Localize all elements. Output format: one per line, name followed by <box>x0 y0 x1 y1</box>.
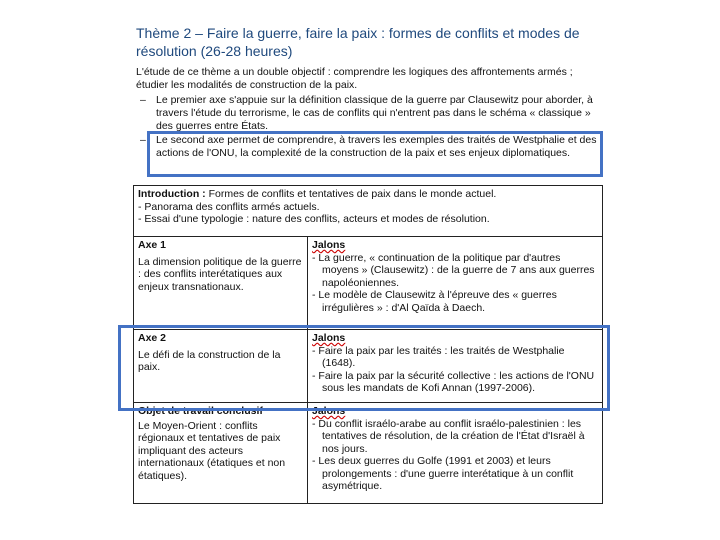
jalon-item: - La guerre, « continuation de la politique par d'autres moyens » (Clausewitz) : de la guerre de 7 ans aux guerres napoléoniennes. <box>312 251 595 289</box>
introduction-cell <box>134 186 603 237</box>
introduction-label: Introduction : <box>138 188 206 200</box>
objet-label: Objet de travail conclusif <box>138 405 263 417</box>
introduction-row <box>134 186 603 237</box>
jalon-item: - Faire la paix par les traités : les traités de Westphalie (1648). <box>312 344 565 369</box>
jalons-label: Jalons <box>312 405 346 417</box>
introduction-item: - Panorama des conflits armés actuels. <box>138 200 320 213</box>
objet-jalons-cell <box>308 403 603 504</box>
bullet-text: Le second axe permet de comprendre, à travers les exemples des traités de Westphalie et des actions de l'ONU, la complexité de la construction de la paix et ses enjeux diplomatiques. <box>156 134 597 159</box>
jalon-item: - Le modèle de Clausewitz à l'épreuve des « guerres irrégulières » : d'Al Qaïda à Daech. <box>312 289 557 314</box>
axe-2-jalons-cell <box>308 330 603 403</box>
jalon-item: - Faire la paix par la sécurité collective : les actions de l'ONU sous les mandats de Kofi Annan (1997-2006). <box>312 369 595 394</box>
axe-2-cell <box>134 330 308 403</box>
jalons-label: Jalons <box>312 239 346 251</box>
dash-marker: – <box>140 134 146 146</box>
objet-cell <box>134 403 308 504</box>
axe-1-jalons-cell <box>308 237 603 330</box>
axe-1-label: Axe 1 <box>138 239 167 251</box>
axe-2-row <box>134 330 603 403</box>
axe-1-text: La dimension politique de la guerre : des conflits interétatiques aux enjeux transnationaux. <box>138 255 302 293</box>
program-table <box>133 185 603 504</box>
intro-paragraph: L'étude de ce thème a un double objectif : comprendre les logiques des affrontements armés ; étudier les modalités de construction de la paix. <box>136 66 573 91</box>
axe-1-row <box>134 237 603 330</box>
page-title: Thème 2 – Faire la guerre, faire la paix : formes de conflits et modes de résolution (26-28 heures) <box>136 25 580 59</box>
axe-2-label: Axe 2 <box>138 332 167 344</box>
bullet-axe-1 <box>140 94 604 133</box>
objet-row <box>134 403 603 504</box>
jalons-label: Jalons <box>312 332 346 344</box>
introduction-item: - Essai d'une typologie : nature des conflits, acteurs et modes de résolution. <box>138 213 490 225</box>
axe-2-text: Le défi de la construction de la paix. <box>138 348 281 373</box>
bullet-axe-2 <box>140 134 604 160</box>
introduction-text: Formes de conflits et tentatives de paix dans le monde actuel. <box>205 188 497 200</box>
jalon-item: - Les deux guerres du Golfe (1991 et 2003) et leurs prolongements : d'une guerre interétatique à un conflit asymétrique. <box>312 455 574 492</box>
bullet-text: Le premier axe s'appuie sur la définition classique de la guerre par Clausewitz pour aborder, à travers l'étude du terrorisme, le cas de conflits qui n'entrent pas dans le schéma « classique » des guerres entre États. <box>156 94 593 132</box>
objet-text: Le Moyen-Orient : conflits régionaux et tentatives de paix impliquant des acteurs internationaux (étatiques et non étatiques). <box>138 419 286 482</box>
axe-1-cell <box>134 237 308 330</box>
dash-marker: – <box>140 94 146 106</box>
jalon-item: - Du conflit israélo-arabe au conflit israélo-palestinien : les tentatives de résolution, de la création de l'État d'Israël à nos jours. <box>312 417 585 455</box>
